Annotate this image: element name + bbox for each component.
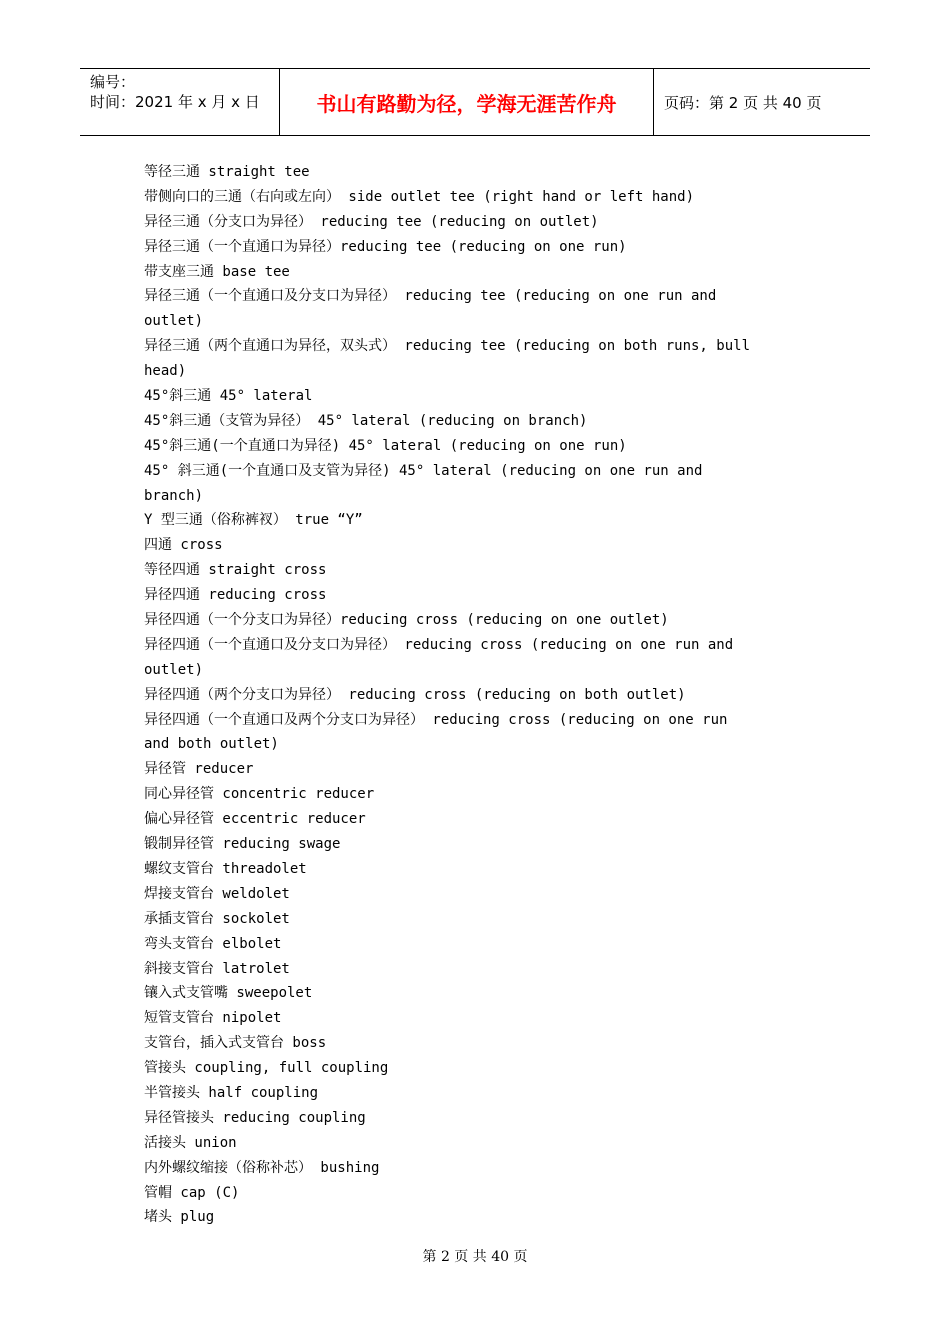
glossary-line: 焊接支管台 weldolet (144, 885, 290, 902)
glossary-line: 弯头支管台 elbolet (144, 935, 282, 952)
glossary-line: 异径四通 reducing cross (144, 587, 327, 604)
glossary-line: 带支座三通 base tee (144, 263, 290, 280)
glossary-line: 斜接支管台 latrolet (144, 960, 290, 977)
glossary-line: outlet) (144, 313, 204, 330)
glossary-line: 异径管接头 reducing coupling (144, 1109, 366, 1126)
glossary-line: 异径三通（一个直通口为异径）reducing tee (reducing on one run) (144, 238, 627, 255)
glossary-line: 偏心异径管 eccentric reducer (144, 811, 366, 828)
glossary-line: 管接头 coupling, full coupling (144, 1060, 389, 1077)
glossary-line: head) (144, 363, 187, 380)
glossary-line: and both outlet) (144, 736, 279, 753)
glossary-line: 管帽 cap (C) (144, 1184, 240, 1201)
glossary-line: 短管支管台 nipolet (144, 1010, 282, 1027)
glossary-line: 活接头 union (144, 1134, 237, 1151)
glossary-line: 四通 cross (144, 537, 223, 554)
glossary-line: 锻制异径管 reducing swage (144, 836, 341, 853)
glossary-line: 45° 斜三通(一个直通口及支管为异径) 45° lateral (reducing on one run and (144, 462, 703, 479)
glossary-line: 45°斜三通 45° lateral (144, 388, 313, 405)
glossary-line: 堵头 plug (144, 1209, 215, 1226)
glossary-line: 镶入式支管嘴 sweepolet (144, 985, 313, 1002)
glossary-line: 异径四通（一个分支口为异径）reducing cross (reducing on one outlet) (144, 612, 669, 629)
glossary-line: branch) (144, 487, 204, 504)
header-page-info: 页码：第 2 页 共 40 页 (664, 93, 822, 112)
glossary-line: 异径四通（两个分支口为异径） reducing cross (reducing on both outlet) (144, 686, 686, 703)
glossary-line: 45°斜三通(一个直通口为异径) 45° lateral (reducing on one run) (144, 437, 627, 454)
glossary-line: 等径三通 straight tee (144, 164, 310, 180)
glossary-line: 带侧向口的三通（右向或左向） side outlet tee (right hand or left hand) (144, 188, 695, 205)
page-footer: 第 2 页 共 40 页 (422, 1249, 528, 1265)
glossary-line: 内外螺纹缩接（俗称补芯） bushing (144, 1159, 380, 1176)
glossary-line: 异径三通（一个直通口及分支口为异径） reducing tee (reducing on one run and (144, 288, 717, 305)
glossary-body (144, 160, 809, 1230)
glossary-line: 同心异径管 concentric reducer (144, 786, 375, 803)
glossary-line: 异径三通（两个直通口为异径，双头式） reducing tee (reducing on both runs, bull (144, 338, 751, 355)
glossary-line: Y 型三通（俗称裤衩） true “Y” (144, 512, 363, 529)
glossary-line: outlet) (144, 661, 204, 678)
glossary-line: 异径四通（一个直通口及两个分支口为异径） reducing cross (reducing on one run (144, 711, 728, 728)
glossary-line: 异径管 reducer (144, 761, 254, 778)
glossary-line: 异径三通（分支口为异径） reducing tee (reducing on outlet) (144, 213, 599, 230)
page-header (80, 68, 870, 136)
glossary-line: 承插支管台 sockolet (144, 910, 290, 927)
serial-number-label: 编号： (90, 73, 136, 91)
date-label: 时间：2021 年 x 月 x 日 (90, 93, 260, 111)
glossary-line: 异径四通（一个直通口及分支口为异径） reducing cross (reducing on one run and (144, 636, 734, 653)
header-motto: 书山有路勤为径，学海无涯苦作舟 (280, 69, 654, 135)
glossary-line: 45°斜三通（支管为异径） 45° lateral (reducing on branch) (144, 412, 588, 429)
glossary-line: 螺纹支管台 threadolet (144, 860, 307, 877)
glossary-line: 半管接头 half coupling (144, 1084, 319, 1101)
glossary-line: 等径四通 straight cross (144, 562, 327, 579)
glossary-line: 支管台，插入式支管台 boss (144, 1035, 327, 1052)
header-meta (80, 69, 280, 135)
